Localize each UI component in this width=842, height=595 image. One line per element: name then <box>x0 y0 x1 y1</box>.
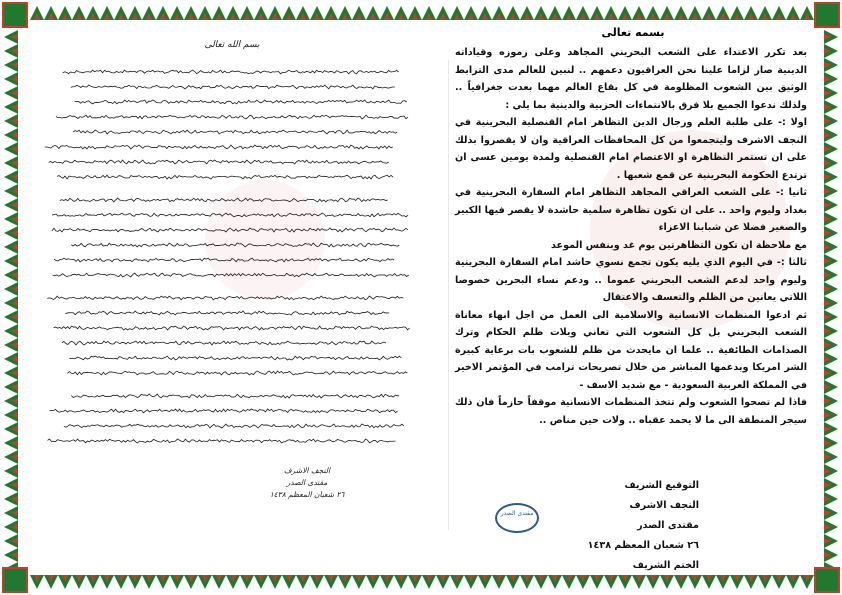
letter-paragraph: ثالثا :- في اليوم الذي يليه يكون تجمع نسوي حاشد امام السفارة البحرينية وليوم واحد لدعم الشعب البحريني عموما .. ودعم نساء البحرين خصوصا اللاتي يعانين من الظلم والتعسف والاعتقال <box>455 257 807 303</box>
handwriting-line <box>56 115 408 119</box>
corner-ornament <box>2 2 28 28</box>
border-top <box>0 0 842 22</box>
handwriting-line <box>64 424 404 428</box>
typed-signature <box>519 476 699 576</box>
handwriting-line <box>60 198 388 202</box>
handwriting-line <box>53 273 409 277</box>
typed-letter <box>455 26 811 571</box>
handwriting-line <box>52 228 408 232</box>
handwritten-letter <box>22 40 442 560</box>
signature-line: التوقيع الشريف <box>624 480 699 491</box>
corner-ornament <box>2 567 28 593</box>
letter-paragraph: ثم ادعوا المنظمات الانسانية والاسلامية الى العمل من اجل انهاء معاناة الشعب البحريني بل كل الشعوب التي تعاني ويلات ظلم الحكام وترك الصدامات الطائفية .. علما ان مايحدث من ظلم للشعوب بات برعاية كبيرة الشر امريكا وبدعمها المباشر من خلال تصريحات ترامب في المؤتمر الاخير في المملكة العربية السعودية - مع شديد الاسف - <box>455 309 807 391</box>
letter-paragraph: بعد تكرر الاعتداء على الشعب البحريني المجاهد وعلى رموزه وقياداته الدينية صار لزاما علينا نحن العراقيون دعمهم .. لنبين للعالم مدى الترابط الوثيق بين الشعوب المظلومة في كل بقاع العالم مهما بعدت جغرافياً .. ولذلك ندعوا الجميع بلا فرق بالانتماءات الحزبية والدينية بما يلي : <box>455 47 807 111</box>
handwriting-line <box>57 175 393 179</box>
handwriting-line <box>67 371 407 375</box>
letter-body <box>455 44 807 429</box>
handwriting-line <box>52 213 408 217</box>
corner-ornament <box>814 567 840 593</box>
basmala-heading: بسمه تعالى <box>601 26 665 39</box>
handwriting-line <box>54 326 410 330</box>
handwriting-line <box>47 439 395 443</box>
handwriting-line <box>47 296 403 300</box>
signature-line: مقتدى الصدر <box>637 520 699 531</box>
handwriting-line <box>50 409 398 413</box>
handwriting-line <box>65 311 389 315</box>
letter-paragraph: ثانيا :- على الشعب العراقي المجاهد التظاهر امام السفارة البحرينية في بغداد وليوم واحد .. على ان تكون تظاهرة سلمية حاشدة لا يقصر فيها الكبير والصغير فضلا عن شبابنا الاعزاء <box>455 187 807 233</box>
letter-paragraph: فاذا لم تصحوا الشعوب ولم تتخذ المنظمات الانسانية موقفاً حازماً فان ذلك سيجر المنطقة الى ما لا يحمد عقباه .. ولات حين مناص .. <box>455 397 807 426</box>
handwriting-line <box>62 341 386 345</box>
handwriting-line <box>63 70 399 74</box>
signature-line: ٢٦ شعبان المعظم ١٤٣٨ <box>269 490 345 499</box>
signature-line: مقتدى الصدر <box>286 478 328 487</box>
handwriting-line <box>71 394 399 398</box>
handwriting-lines <box>44 62 414 462</box>
handwriting-line <box>49 160 389 164</box>
signature-line: النجف الاشرف <box>629 500 699 511</box>
handwriting-line <box>45 145 393 149</box>
border-right <box>822 0 842 595</box>
handwriting-line <box>54 258 394 262</box>
signature-line: النجف الاشرف <box>283 466 331 475</box>
signature-line: الختم الشريف <box>632 560 699 571</box>
letter-paragraph: اولا :- على طلبة العلم ورجال الدين التظاهر امام القنصلية البحرينية في النجف الاشرف وليتجمعوا من كل المحافظات العراقية وان لا يقصروا بذلك على ان تستمر التظاهرة او الاعتصام امام القنصلية ولمدة يومين عسى ان ترتدع الحكومة البحرينية عن قمع شعبها . <box>455 117 807 181</box>
border-left <box>0 0 20 595</box>
handwritten-signature <box>237 465 377 501</box>
handwriting-line <box>75 100 407 104</box>
column-divider <box>448 60 449 530</box>
handwriting-line <box>73 130 397 134</box>
seal-text: مقتدى الصدر <box>500 510 534 517</box>
handwriting-line <box>71 243 399 247</box>
handwritten-heading: بسم الله تعالى <box>204 40 260 50</box>
handwriting-line <box>71 85 395 89</box>
handwriting-line <box>69 356 401 360</box>
letter-paragraph: مع ملاحظة ان تكون التظاهرتين يوم غد وبنفس الموعد <box>550 239 807 251</box>
corner-ornament <box>814 2 840 28</box>
border-bottom <box>0 573 842 595</box>
signature-line: ٢٦ شعبان المعظم ١٤٣٨ <box>587 540 699 551</box>
